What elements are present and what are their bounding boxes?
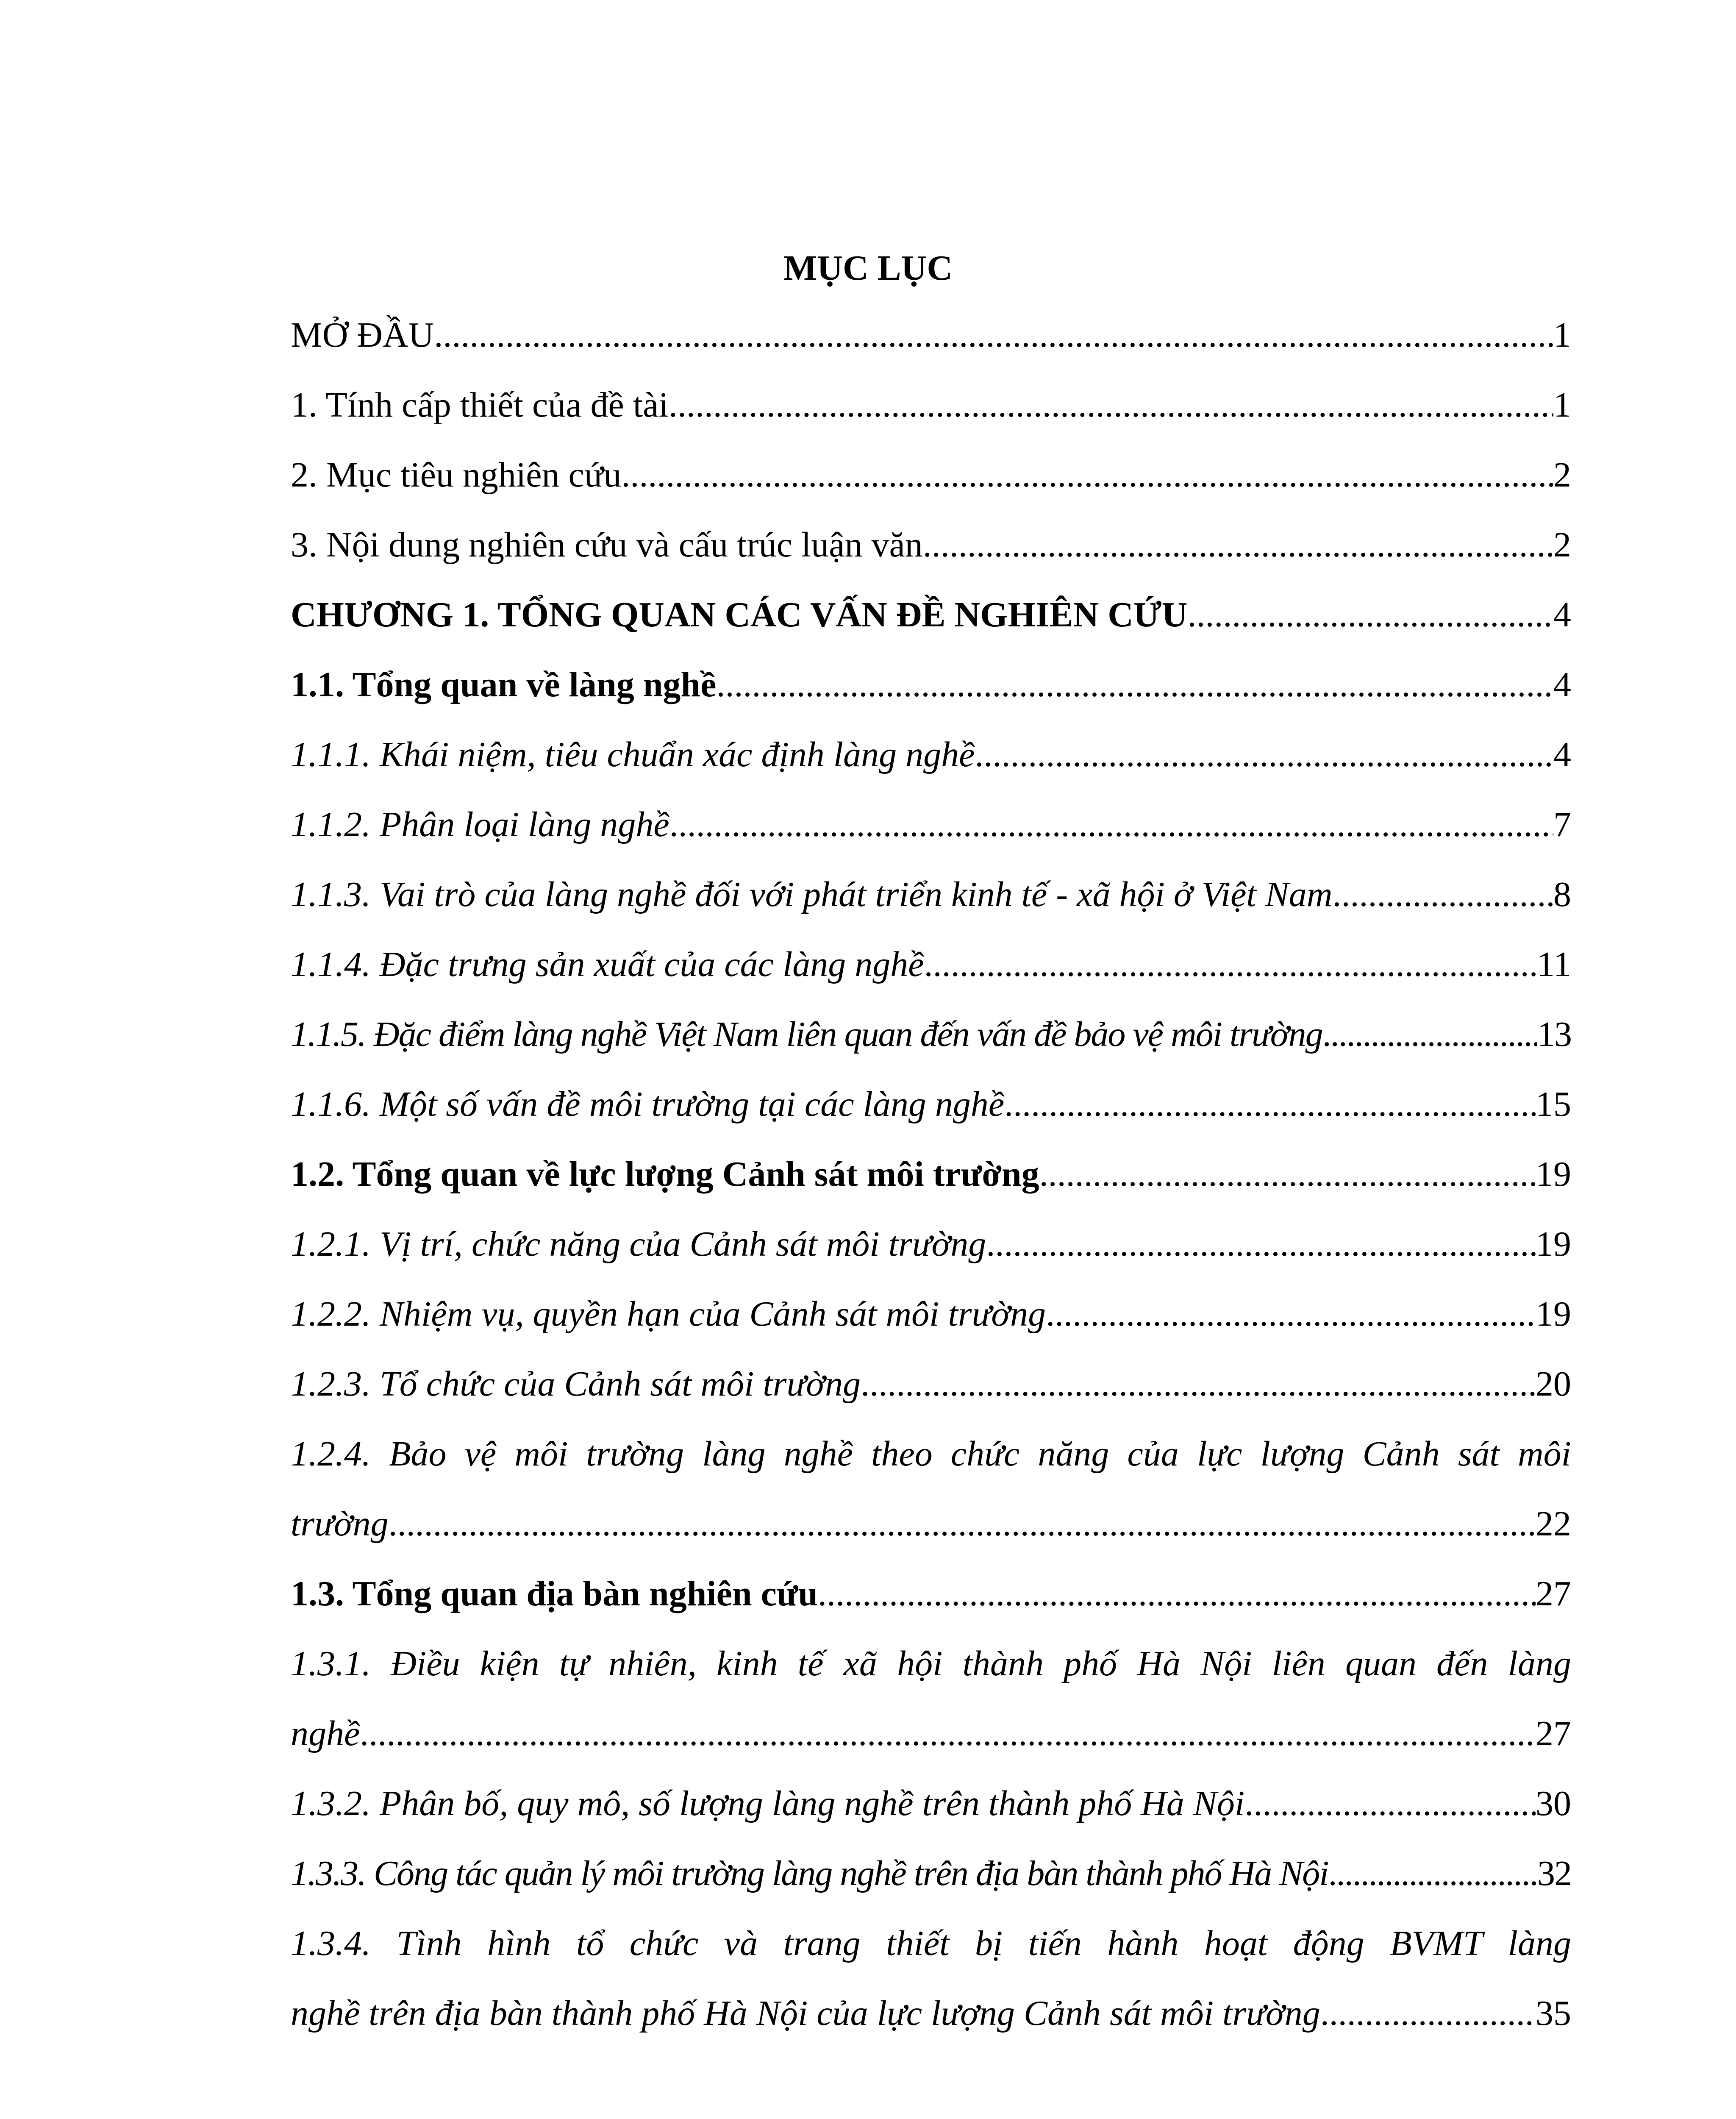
toc-entry-text: nghề — [291, 1714, 360, 1753]
toc-entry-text: CHƯƠNG 1. TỔNG QUAN CÁC VẤN ĐỀ NGHIÊN CỨU — [291, 595, 1188, 634]
toc-entry-page: 1 — [1553, 385, 1571, 425]
dot-leader — [1004, 1081, 1536, 1128]
toc-entry-page: 13 — [1537, 1015, 1571, 1054]
dot-leader — [1244, 1780, 1536, 1827]
toc-entry-text: 1.1.3. Vai trò của làng nghề đối với phát triển kinh tế - xã hội ở Việt Nam — [291, 875, 1333, 914]
toc-entry-text: 1.2.3. Tổ chức của Cảnh sát môi trường — [291, 1364, 861, 1404]
toc-entry-1-1-4[interactable] — [291, 941, 1571, 988]
toc-entry-page: 27 — [1536, 1574, 1571, 1613]
toc-entry-text: 1.1.4. Đặc trưng sản xuất của các làng nghề — [291, 945, 924, 984]
toc-entry-1-1-3[interactable] — [291, 871, 1571, 918]
toc-entry-page: 2 — [1553, 455, 1571, 495]
toc-entry-1-1-6[interactable] — [291, 1081, 1571, 1128]
toc-entry-page: 4 — [1553, 595, 1571, 634]
dot-leader — [1187, 592, 1553, 638]
toc-entry-text: 1. Tính cấp thiết của đề tài — [291, 385, 669, 425]
toc-entry-1-3[interactable] — [291, 1571, 1571, 1617]
dot-leader — [669, 382, 1553, 428]
toc-entry-1-2-1[interactable] — [291, 1221, 1571, 1268]
dot-leader — [818, 1571, 1536, 1617]
toc-entry-text: 1.3.1. Điều kiện tự nhiên, kinh tế xã hội thành phố Hà Nội liên quan đến làng — [291, 1644, 1571, 1683]
toc-entry-1-3-2[interactable] — [291, 1780, 1571, 1827]
toc-entry-text: 1.1.1. Khái niệm, tiêu chuẩn xác định làng nghề — [291, 735, 975, 774]
dot-leader — [621, 452, 1553, 498]
toc-entry-1-1-1[interactable] — [291, 731, 1571, 778]
toc-entry-1-2[interactable] — [291, 1151, 1571, 1198]
toc-entry-1-3-1-line1[interactable] — [291, 1641, 1571, 1687]
dot-leader — [1046, 1291, 1536, 1338]
toc-entry-1[interactable] — [291, 382, 1571, 428]
dot-leader — [669, 801, 1553, 848]
toc-entry-page: 19 — [1536, 1154, 1571, 1194]
toc-entry-text: 1.3.2. Phân bố, quy mô, số lượng làng nghề trên thành phố Hà Nội — [291, 1784, 1245, 1823]
dot-leader — [434, 312, 1553, 359]
toc-entry-1-2-3[interactable] — [291, 1361, 1571, 1407]
toc-entry-text: 1.3.3. Công tác quản lý môi trường làng nghề trên địa bàn thành phố Hà Nội — [291, 1854, 1328, 1893]
toc-entry-text: 3. Nội dung nghiên cứu và cấu trúc luận văn — [291, 525, 923, 565]
toc-entry-page: 22 — [1536, 1504, 1571, 1543]
toc-entry-text: 1.1.2. Phân loại làng nghề — [291, 805, 669, 844]
toc-entry-1-3-1-line2[interactable] — [291, 1710, 1571, 1757]
toc-entry-page: 7 — [1553, 805, 1571, 844]
toc-entry-text: 1.1. Tổng quan về làng nghề — [291, 665, 717, 704]
toc-title: MỤC LỤC — [783, 248, 953, 288]
toc-entry-page: 4 — [1553, 735, 1571, 774]
toc-entry-page: 27 — [1536, 1714, 1571, 1753]
dot-leader — [923, 522, 1553, 568]
toc-entry-1-3-4-line1[interactable] — [291, 1920, 1571, 1967]
toc-entry-1-1-2[interactable] — [291, 801, 1571, 848]
toc-entry-text: 1.2.1. Vị trí, chức năng của Cảnh sát môi trường — [291, 1224, 986, 1264]
toc-entry-1-1[interactable] — [291, 662, 1571, 708]
toc-entry-text: 1.2.2. Nhiệm vụ, quyền hạn của Cảnh sát môi trường — [291, 1294, 1046, 1334]
dot-leader — [861, 1361, 1536, 1407]
toc-entry-page: 15 — [1536, 1085, 1571, 1124]
toc-entry-text: nghề trên địa bàn thành phố Hà Nội của lực lượng Cảnh sát môi trường — [291, 1994, 1320, 2033]
dot-leader — [924, 941, 1537, 988]
toc-entry-text: 1.2.4. Bảo vệ môi trường làng nghề theo chức năng của lực lượng Cảnh sát môi — [291, 1434, 1571, 1474]
toc-entry-text: 1.3.4. Tình hình tổ chức và trang thiết bị tiến hành hoạt động BVMT làng — [291, 1924, 1571, 1963]
toc-entry-3[interactable] — [291, 522, 1571, 568]
toc-entry-1-3-4-line2[interactable] — [291, 1990, 1571, 2037]
toc-entry-page: 1 — [1553, 315, 1571, 355]
toc-entry-1-1-5[interactable] — [291, 1011, 1571, 1058]
dot-leader — [986, 1221, 1536, 1268]
toc-entry-page: 30 — [1536, 1784, 1571, 1823]
toc-entry-page: 2 — [1553, 525, 1571, 565]
toc-entry-1-2-2[interactable] — [291, 1291, 1571, 1338]
toc-entry-page: 19 — [1536, 1224, 1571, 1264]
toc-entry-1-2-4-line2[interactable] — [291, 1501, 1571, 1547]
toc-entry-text: MỞ ĐẦU — [291, 315, 434, 355]
toc-entry-text: trường — [291, 1504, 389, 1543]
toc-entry-text: 1.1.6. Một số vấn đề môi trường tại các làng nghề — [291, 1085, 1005, 1124]
toc-entry-page: 11 — [1537, 945, 1571, 984]
dot-leader — [716, 662, 1553, 708]
dot-leader — [1320, 1990, 1536, 2037]
dot-leader — [1328, 1850, 1537, 1897]
toc-entry-page: 35 — [1536, 1994, 1571, 2033]
dot-leader — [1332, 871, 1553, 918]
dot-leader — [389, 1501, 1536, 1547]
dot-leader — [1039, 1151, 1536, 1198]
toc-entry-text: 1.3. Tổng quan địa bàn nghiên cứu — [291, 1574, 818, 1613]
dot-leader — [1322, 1011, 1537, 1058]
toc-entry-text: 2. Mục tiêu nghiên cứu — [291, 455, 622, 495]
toc-entry-page: 19 — [1536, 1294, 1571, 1334]
dot-leader — [975, 731, 1553, 778]
toc-entry-page: 20 — [1536, 1364, 1571, 1404]
toc-entry-1-2-4-line1[interactable] — [291, 1431, 1571, 1477]
toc-entry-page: 8 — [1553, 875, 1571, 914]
toc-entry-mo-dau[interactable] — [291, 312, 1571, 359]
toc-entry-text: 1.1.5. Đặc điểm làng nghề Việt Nam liên quan đến vấn đề bảo vệ môi trường — [291, 1015, 1322, 1054]
toc-entry-1-3-3[interactable] — [291, 1850, 1571, 1897]
toc-entry-text: 1.2. Tổng quan về lực lượng Cảnh sát môi trường — [291, 1154, 1039, 1194]
toc-entry-2[interactable] — [291, 452, 1571, 498]
toc-entry-page: 4 — [1553, 665, 1571, 704]
dot-leader — [360, 1710, 1536, 1757]
toc-entry-page: 32 — [1537, 1854, 1571, 1893]
toc-entry-chapter-1[interactable] — [291, 592, 1571, 638]
